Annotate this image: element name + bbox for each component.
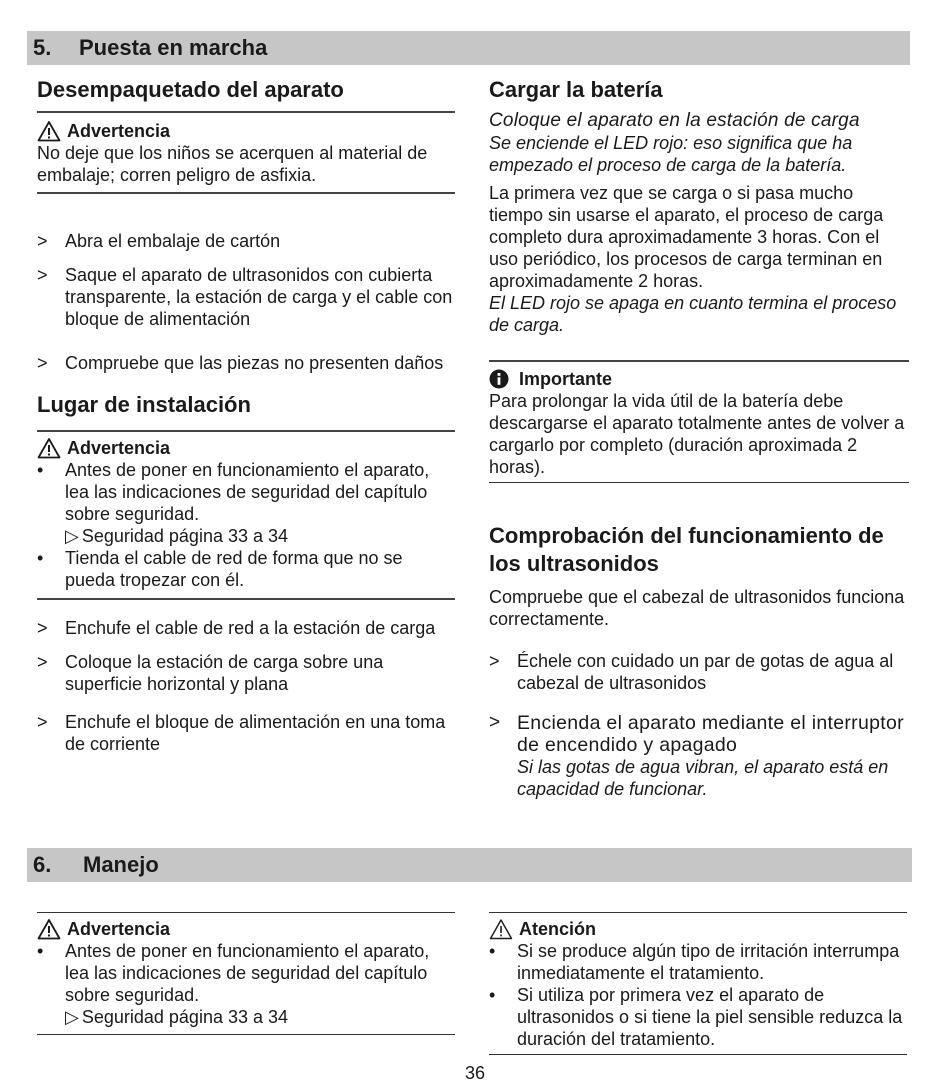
warning-header bbox=[37, 120, 455, 142]
section-number: 5. bbox=[33, 35, 52, 60]
manejo-warning bbox=[37, 912, 455, 1035]
attention-label: Atención bbox=[519, 919, 597, 939]
section-5-header bbox=[27, 31, 910, 65]
bullet-text: Antes de poner en funcionamiento el aparato, lea las indicaciones de seguridad del capítulo sobre seguridad. bbox=[65, 941, 430, 1005]
warning-triangle-icon bbox=[37, 120, 61, 142]
attention-header bbox=[489, 918, 907, 940]
bullet-marker: • bbox=[489, 985, 496, 1005]
warning-label: Advertencia bbox=[67, 121, 171, 141]
bullet-text: Si se produce algún tipo de irritación interrumpa inmediatamente el tratamiento. bbox=[517, 941, 900, 983]
bullet-item bbox=[37, 459, 455, 547]
important-header bbox=[489, 368, 909, 390]
bullet-item bbox=[37, 940, 455, 1028]
divider bbox=[37, 598, 455, 600]
battery-heading: Cargar la batería bbox=[489, 77, 663, 102]
info-icon bbox=[489, 369, 509, 389]
section-title: Manejo bbox=[83, 852, 159, 877]
unpack-section bbox=[37, 76, 455, 386]
step-result: Si las gotas de agua vibran, el aparato está en capacidad de funcionar. bbox=[517, 757, 889, 799]
step-text: Coloque la estación de carga sobre una superficie horizontal y plana bbox=[65, 652, 384, 694]
important-label: Importante bbox=[519, 369, 613, 389]
battery-section bbox=[489, 76, 909, 483]
ultrasound-check-section bbox=[489, 522, 913, 812]
step-marker: > bbox=[37, 265, 48, 285]
reference-arrow-icon: ▷ bbox=[65, 526, 79, 546]
reference-text: Seguridad página 33 a 34 bbox=[81, 526, 289, 546]
step-marker: > bbox=[37, 231, 48, 251]
section-title: Puesta en marcha bbox=[79, 35, 268, 60]
unpack-heading: Desempaquetado del aparato bbox=[37, 77, 344, 102]
divider bbox=[37, 912, 455, 913]
bullet-item bbox=[489, 940, 907, 984]
cross-reference bbox=[65, 525, 455, 547]
bullet-marker: • bbox=[489, 941, 496, 961]
step-item bbox=[37, 264, 455, 330]
step-marker: > bbox=[37, 353, 48, 373]
ultrasound-heading-line-1: Comprobación del funcionamiento de bbox=[489, 523, 884, 548]
step-text: Compruebe que las piezas no presenten daños bbox=[65, 353, 444, 373]
bullet-text: Si utiliza por primera vez el aparato de ultrasonidos o si tiene la piel sensible reduzca la duración del tratamiento. bbox=[517, 985, 903, 1049]
cross-reference bbox=[65, 1006, 455, 1028]
warning-text: No deje que los niños se acerquen al material de embalaje; corren peligro de asfixia. bbox=[37, 143, 428, 185]
step-marker: > bbox=[37, 618, 48, 638]
step-item bbox=[37, 711, 455, 755]
step-item bbox=[37, 230, 455, 252]
install-section bbox=[37, 391, 455, 767]
bullet-text: Antes de poner en funcionamiento el aparato, lea las indicaciones de seguridad del capítulo sobre seguridad. bbox=[65, 460, 430, 524]
step-marker: > bbox=[489, 712, 501, 733]
step-marker: > bbox=[489, 651, 500, 671]
step-item bbox=[37, 651, 455, 695]
warning-header bbox=[37, 918, 455, 940]
step-item bbox=[489, 712, 913, 800]
bullet-marker: • bbox=[37, 548, 44, 568]
divider bbox=[489, 1054, 907, 1055]
section-6-header bbox=[27, 848, 912, 882]
step-text: Enchufe el bloque de alimentación en una toma de corriente bbox=[65, 712, 446, 754]
divider bbox=[37, 1034, 455, 1035]
divider bbox=[489, 360, 909, 362]
bullet-item bbox=[489, 984, 907, 1050]
battery-result-2: El LED rojo se apaga en cuanto termina el proceso de carga. bbox=[489, 293, 897, 335]
reference-text: Seguridad página 33 a 34 bbox=[81, 1007, 289, 1027]
section-number: 6. bbox=[33, 852, 52, 877]
attention-triangle-icon bbox=[489, 918, 513, 940]
install-steps bbox=[37, 617, 455, 755]
step-text: Abra el embalaje de cartón bbox=[65, 231, 281, 251]
step-text: Échele con cuidado un par de gotas de agua al cabezal de ultrasonidos bbox=[517, 651, 894, 693]
unpack-steps bbox=[37, 230, 455, 374]
bullet-item bbox=[37, 547, 455, 591]
warning-triangle-icon bbox=[37, 918, 61, 940]
battery-instruction: Coloque el aparato en la estación de carga bbox=[489, 110, 860, 131]
step-text: Encienda el aparato mediante el interruptor de encendido y apagado bbox=[517, 712, 904, 756]
bullet-marker: • bbox=[37, 460, 44, 480]
divider bbox=[489, 912, 907, 913]
important-text: Para prolongar la vida útil de la batería debe descargarse el aparato totalmente antes de volver a cargarlo por completo (duración aproximada 2 horas). bbox=[489, 391, 905, 477]
warning-header bbox=[37, 437, 455, 459]
bullet-text: Tienda el cable de red de forma que no se pueda tropezar con él. bbox=[65, 548, 403, 590]
ultrasound-intro: Compruebe que el cabezal de ultrasonidos funciona correctamente. bbox=[489, 587, 905, 629]
page-number: 36 bbox=[464, 1063, 486, 1083]
battery-body: La primera vez que se carga o si pasa mucho tiempo sin usarse el aparato, el proceso de carga completo dura aproximadamente 3 horas. Con el uso periódico, los procesos de carga terminan en aproximadamente 2 horas. bbox=[489, 183, 884, 291]
step-item bbox=[37, 352, 455, 374]
step-text: Enchufe el cable de red a la estación de carga bbox=[65, 618, 436, 638]
reference-arrow-icon: ▷ bbox=[65, 1007, 79, 1027]
step-text: Saque el aparato de ultrasonidos con cubierta transparente, la estación de carga y el cable con bloque de alimentación bbox=[65, 265, 453, 329]
battery-result-1: Se enciende el LED rojo: eso significa que ha empezado el proceso de carga de la batería. bbox=[489, 133, 853, 175]
divider bbox=[37, 111, 455, 113]
ultrasound-steps bbox=[489, 650, 913, 800]
warning-label: Advertencia bbox=[67, 438, 171, 458]
warning-triangle-icon bbox=[37, 437, 61, 459]
divider bbox=[37, 430, 455, 432]
install-heading: Lugar de instalación bbox=[37, 392, 251, 417]
divider bbox=[489, 482, 909, 483]
step-marker: > bbox=[37, 712, 48, 732]
step-marker: > bbox=[37, 652, 48, 672]
step-item bbox=[489, 650, 913, 694]
warning-label: Advertencia bbox=[67, 919, 171, 939]
divider bbox=[37, 192, 455, 194]
manejo-attention bbox=[489, 912, 907, 1055]
bullet-marker: • bbox=[37, 941, 44, 961]
step-item bbox=[37, 617, 455, 639]
ultrasound-heading-line-2: los ultrasonidos bbox=[489, 551, 659, 576]
